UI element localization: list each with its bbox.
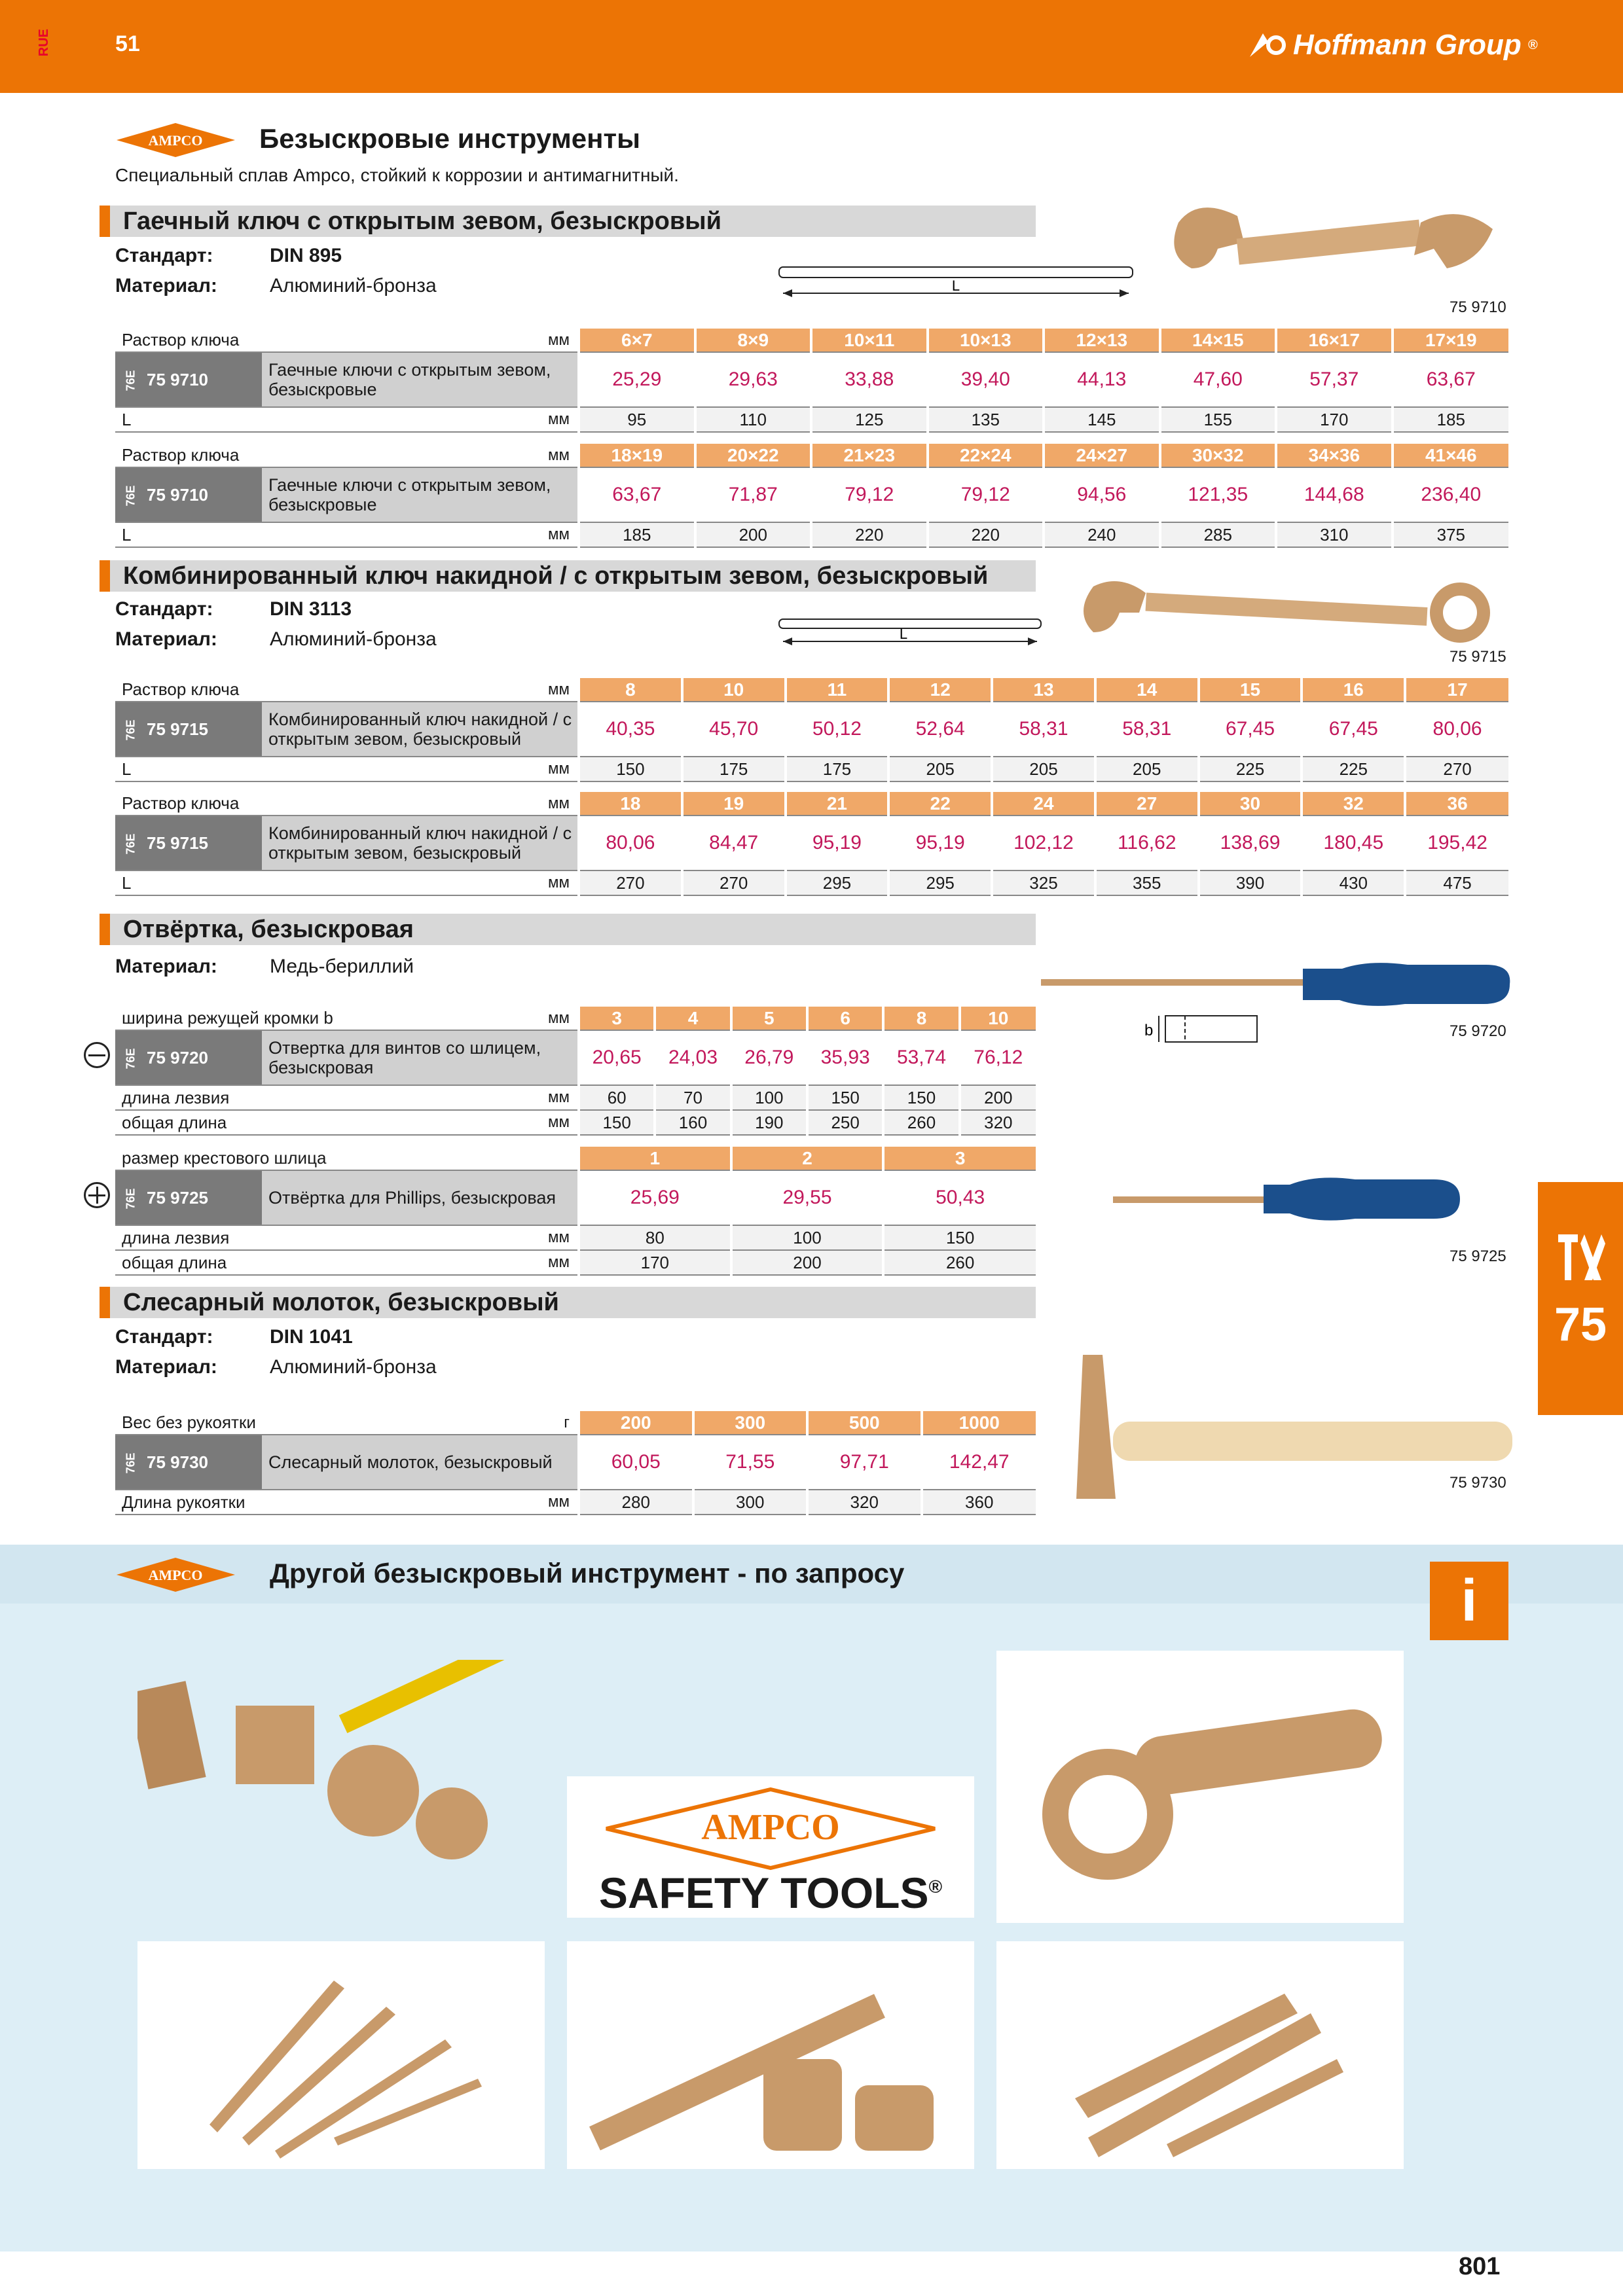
dimension-cell: 100 xyxy=(731,1225,884,1250)
combination-wrench-drawing xyxy=(773,613,1048,658)
slotted-screwdriver-image xyxy=(1041,956,1512,1014)
dimension-cell: 285 xyxy=(1160,522,1277,547)
table-open-wrench-2 xyxy=(115,444,1508,548)
price-cell: 25,69 xyxy=(579,1170,731,1225)
size-header-cell: 12 xyxy=(888,678,992,702)
price-cell: 116,62 xyxy=(1095,816,1199,870)
article-code: 76E 75 9715 xyxy=(115,702,262,757)
size-header-cell: 6 xyxy=(807,1007,883,1030)
row-label: Раствор ключа xyxy=(115,444,539,467)
dimension-cell: 250 xyxy=(807,1110,883,1135)
row-label: размер крестового шлица xyxy=(115,1147,579,1170)
dimension-cell: 175 xyxy=(786,757,889,781)
brand-name: Hoffmann Group xyxy=(1293,29,1522,61)
price-cell: 29,63 xyxy=(695,352,812,407)
page-title: Безыскровые инструменты xyxy=(259,123,640,154)
product-description: Слесарный молоток, безыскровый xyxy=(262,1435,579,1490)
dimension-cell: 220 xyxy=(811,522,928,547)
dimension-cell: 320 xyxy=(960,1110,1036,1135)
table-combination-wrench-2 xyxy=(115,792,1508,896)
size-header-cell: 12×13 xyxy=(1044,329,1160,352)
row-label: L xyxy=(115,870,539,895)
combination-wrench-image xyxy=(1080,573,1512,645)
dimension-cell: 205 xyxy=(992,757,1095,781)
row-label: Раствор ключа xyxy=(115,678,539,702)
size-header-cell: 14 xyxy=(1095,678,1199,702)
row-label: Вес без рукоятки xyxy=(115,1411,539,1435)
svg-text:AMPCO: AMPCO xyxy=(148,132,203,149)
dimension-cell: 205 xyxy=(1095,757,1199,781)
dimension-cell: 475 xyxy=(1405,870,1508,895)
row-label: г xyxy=(539,1411,579,1435)
price-cell: 50,12 xyxy=(786,702,889,757)
price-cell: 50,43 xyxy=(883,1170,1036,1225)
size-header-cell: 30×32 xyxy=(1160,444,1277,467)
dimension-cell: 150 xyxy=(579,757,682,781)
size-header-cell: 2 xyxy=(731,1147,884,1170)
row-label: L xyxy=(115,522,539,547)
size-header-cell: 6×7 xyxy=(579,329,695,352)
row-label: мм xyxy=(539,522,579,547)
row-label: длина лезвия xyxy=(115,1225,539,1250)
price-cell: 44,13 xyxy=(1044,352,1160,407)
price-cell: 53,74 xyxy=(883,1030,959,1085)
dimension-cell: 375 xyxy=(1393,522,1509,547)
dimension-cell: 205 xyxy=(888,757,992,781)
size-header-cell: 15 xyxy=(1199,678,1302,702)
size-header-cell: 24 xyxy=(992,792,1095,816)
material-value: Алюминий-бронза xyxy=(270,275,437,296)
dimension-cell: 150 xyxy=(807,1085,883,1110)
dimension-cell: 60 xyxy=(579,1085,655,1110)
price-cell: 236,40 xyxy=(1393,467,1509,522)
size-header-cell: 10 xyxy=(682,678,786,702)
article-code: 76E 75 9715 xyxy=(115,816,262,870)
size-header-cell: 32 xyxy=(1302,792,1405,816)
wrench-dimension-drawing xyxy=(773,260,1139,313)
size-header-cell: 36 xyxy=(1405,792,1508,816)
row-label: L xyxy=(115,757,539,781)
dimension-cell: 95 xyxy=(579,407,695,432)
material-value: Алюминий-бронза xyxy=(270,628,437,650)
size-header-cell: 22×24 xyxy=(928,444,1044,467)
row-label: общая длина xyxy=(115,1110,539,1135)
size-header-cell: 1000 xyxy=(922,1411,1036,1435)
blade-width-drawing xyxy=(1139,1005,1264,1051)
dimension-cell: 185 xyxy=(579,522,695,547)
dimension-cell: 225 xyxy=(1199,757,1302,781)
standard-label: Стандарт: xyxy=(115,245,213,266)
price-cell: 47,60 xyxy=(1160,352,1277,407)
dimension-cell: 160 xyxy=(655,1110,731,1135)
dimension-cell: 200 xyxy=(960,1085,1036,1110)
language-code: RUE xyxy=(37,29,51,57)
standard-value: DIN 3113 xyxy=(270,598,352,620)
dimension-cell: 135 xyxy=(928,407,1044,432)
table-hammer xyxy=(115,1411,1036,1515)
safety-tools-text: SAFETY TOOLS xyxy=(598,1869,929,1917)
punches-photo xyxy=(137,1941,545,2169)
dimension-cell: 390 xyxy=(1199,870,1302,895)
price-cell: 80,06 xyxy=(579,816,682,870)
size-header-cell: 16×17 xyxy=(1276,329,1393,352)
price-cell: 84,47 xyxy=(682,816,786,870)
article-number: 75 9725 xyxy=(1450,1247,1506,1265)
row-label: мм xyxy=(539,792,579,816)
dimension-cell: 310 xyxy=(1276,522,1393,547)
row-label: общая длина xyxy=(115,1250,539,1275)
size-header-cell: 3 xyxy=(883,1147,1036,1170)
dimension-cell: 225 xyxy=(1302,757,1405,781)
dimension-cell: 270 xyxy=(579,870,682,895)
tools-icon xyxy=(1554,1228,1607,1287)
row-label: L xyxy=(115,407,539,432)
section-title-open-wrench: Гаечный ключ с открытым зевом, безыскровый xyxy=(100,206,1036,237)
section-title-combination-wrench: Комбинированный ключ накидной / с открытым зевом, безыскровый xyxy=(100,560,1036,592)
price-cell: 52,64 xyxy=(888,702,992,757)
size-header-cell: 4 xyxy=(655,1007,731,1030)
ampco-logo xyxy=(115,122,236,158)
dimension-cell: 200 xyxy=(731,1250,884,1275)
size-header-cell: 11 xyxy=(786,678,889,702)
row-label: мм xyxy=(539,1007,579,1030)
dimension-cell: 325 xyxy=(992,870,1095,895)
material-label: Материал: xyxy=(115,628,217,650)
dimension-cell: 125 xyxy=(811,407,928,432)
price-cell: 33,88 xyxy=(811,352,928,407)
size-header-cell: 20×22 xyxy=(695,444,812,467)
price-cell: 60,05 xyxy=(579,1435,693,1490)
article-number: 75 9710 xyxy=(1450,298,1506,316)
price-cell: 71,55 xyxy=(693,1435,808,1490)
product-description: Гаечные ключи с открытым зевом, безыскровые xyxy=(262,352,579,407)
size-header-cell: 30 xyxy=(1199,792,1302,816)
price-cell: 180,45 xyxy=(1302,816,1405,870)
material-value: Медь-бериллий xyxy=(270,956,414,977)
dimension-cell: 175 xyxy=(682,757,786,781)
dimension-cell: 150 xyxy=(579,1110,655,1135)
row-label: мм xyxy=(539,678,579,702)
price-cell: 144,68 xyxy=(1276,467,1393,522)
size-header-cell: 200 xyxy=(579,1411,693,1435)
section-title-hammer: Слесарный молоток, безыскровый xyxy=(100,1287,1036,1318)
material-value: Алюминий-бронза xyxy=(270,1356,437,1378)
standard-value: DIN 895 xyxy=(270,245,342,266)
row-label: мм xyxy=(539,757,579,781)
dimension-cell: 260 xyxy=(883,1250,1036,1275)
article-number: 75 9720 xyxy=(1450,1022,1506,1040)
standard-value: DIN 1041 xyxy=(270,1326,353,1348)
dimension-cell: 145 xyxy=(1044,407,1160,432)
open-wrench-image xyxy=(1159,196,1512,295)
dimension-cell: 100 xyxy=(731,1085,807,1110)
section-title-screwdriver: Отвёртка, безыскровая xyxy=(100,914,1036,945)
dimension-cell: 190 xyxy=(731,1110,807,1135)
row-label: мм xyxy=(539,1250,579,1275)
article-code: 76E 75 9725 xyxy=(115,1170,262,1225)
price-cell: 63,67 xyxy=(1393,352,1509,407)
dimension-cell: 295 xyxy=(888,870,992,895)
ampco-logo xyxy=(115,1556,236,1593)
price-cell: 121,35 xyxy=(1160,467,1277,522)
product-description: Комбинированный ключ накидной / с открытым зевом, безыскровый xyxy=(262,816,579,870)
dimension-cell: 260 xyxy=(883,1110,959,1135)
slotted-drive-icon xyxy=(84,1042,110,1068)
price-cell: 40,35 xyxy=(579,702,682,757)
price-cell: 102,12 xyxy=(992,816,1095,870)
table-combination-wrench-1 xyxy=(115,678,1508,782)
price-cell: 39,40 xyxy=(928,352,1044,407)
price-cell: 45,70 xyxy=(682,702,786,757)
price-cell: 79,12 xyxy=(928,467,1044,522)
article-number: 75 9730 xyxy=(1450,1474,1506,1492)
hammer-image xyxy=(1074,1348,1519,1518)
material-label: Материал: xyxy=(115,956,217,977)
size-header-cell: 24×27 xyxy=(1044,444,1160,467)
table-phillips-screwdriver xyxy=(115,1147,1036,1276)
size-header-cell: 22 xyxy=(888,792,992,816)
dimension-cell: 150 xyxy=(883,1085,959,1110)
size-header-cell: 1 xyxy=(579,1147,731,1170)
ampco-safety-tools-logo: AMPCO SAFETY TOOLS® xyxy=(567,1776,974,1918)
size-header-cell: 18×19 xyxy=(579,444,695,467)
standard-label: Стандарт: xyxy=(115,1326,213,1348)
size-header-cell: 13 xyxy=(992,678,1095,702)
price-cell: 29,55 xyxy=(731,1170,884,1225)
row-label: Длина рукоятки xyxy=(115,1490,539,1515)
price-cell: 95,19 xyxy=(786,816,889,870)
price-cell: 58,31 xyxy=(1095,702,1199,757)
dimension-cell: 270 xyxy=(1405,757,1508,781)
chapter-number: 75 xyxy=(1554,1299,1607,1351)
svg-text:AMPCO: AMPCO xyxy=(148,1567,203,1583)
other-tools-title: Другой безыскровый инструмент - по запросу xyxy=(270,1558,905,1588)
size-header-cell: 3 xyxy=(579,1007,655,1030)
size-header-cell: 10×11 xyxy=(811,329,928,352)
row-label: Раствор ключа xyxy=(115,792,539,816)
price-cell: 195,42 xyxy=(1405,816,1508,870)
row-label: длина лезвия xyxy=(115,1085,539,1110)
size-header-cell: 34×36 xyxy=(1276,444,1393,467)
row-label: мм xyxy=(539,1490,579,1515)
row-label: мм xyxy=(539,444,579,467)
striking-wrench-photo xyxy=(996,1651,1404,1923)
table-open-wrench-1 xyxy=(115,329,1508,433)
size-header-cell: 10 xyxy=(960,1007,1036,1030)
dimension-cell: 70 xyxy=(655,1085,731,1110)
article-code: 76E 75 9710 xyxy=(115,352,262,407)
dimension-cell: 150 xyxy=(883,1225,1036,1250)
product-description: Отвертка для винтов со шлицем, безыскровая xyxy=(262,1030,579,1085)
size-header-cell: 21 xyxy=(786,792,889,816)
size-header-cell: 19 xyxy=(682,792,786,816)
size-header-cell: 8 xyxy=(579,678,682,702)
table-slotted-screwdriver xyxy=(115,1007,1036,1136)
row-label: мм xyxy=(539,407,579,432)
size-header-cell: 8 xyxy=(883,1007,959,1030)
dimension-cell: 170 xyxy=(1276,407,1393,432)
size-header-cell: 14×15 xyxy=(1160,329,1277,352)
chisels-photo xyxy=(996,1941,1404,2169)
price-cell: 35,93 xyxy=(807,1030,883,1085)
size-header-cell: 16 xyxy=(1302,678,1405,702)
price-cell: 20,65 xyxy=(579,1030,655,1085)
dimension-cell: 220 xyxy=(928,522,1044,547)
product-description: Комбинированный ключ накидной / с открытым зевом, безыскровый xyxy=(262,702,579,757)
dimension-cell: 295 xyxy=(786,870,889,895)
material-label: Материал: xyxy=(115,1356,217,1378)
row-label: ширина режущей кромки b xyxy=(115,1007,539,1030)
size-header-cell: 300 xyxy=(693,1411,808,1435)
price-cell: 71,87 xyxy=(695,467,812,522)
svg-text:L: L xyxy=(951,278,960,294)
price-cell: 63,67 xyxy=(579,467,695,522)
hammers-photo xyxy=(137,1660,543,1895)
hoffmann-icon xyxy=(1247,31,1286,60)
price-cell: 79,12 xyxy=(811,467,928,522)
dimension-cell: 200 xyxy=(695,522,812,547)
size-header-cell: 27 xyxy=(1095,792,1199,816)
size-header-cell: 21×23 xyxy=(811,444,928,467)
product-description: Гаечные ключи с открытым зевом, безыскровые xyxy=(262,467,579,522)
size-header-cell: 41×46 xyxy=(1393,444,1509,467)
dimension-cell: 270 xyxy=(682,870,786,895)
price-cell: 57,37 xyxy=(1276,352,1393,407)
row-label: мм xyxy=(539,1085,579,1110)
price-cell: 25,29 xyxy=(579,352,695,407)
price-cell: 97,71 xyxy=(807,1435,922,1490)
dimension-cell: 110 xyxy=(695,407,812,432)
page-number-bottom: 801 xyxy=(1459,2253,1501,2280)
price-cell: 142,47 xyxy=(922,1435,1036,1490)
dimension-cell: 185 xyxy=(1393,407,1509,432)
article-code: 76E 75 9720 xyxy=(115,1030,262,1085)
dimension-cell: 300 xyxy=(693,1490,808,1515)
size-header-cell: 10×13 xyxy=(928,329,1044,352)
dimension-cell: 170 xyxy=(579,1250,731,1275)
material-label: Материал: xyxy=(115,275,217,296)
size-header-cell: 5 xyxy=(731,1007,807,1030)
dimension-cell: 240 xyxy=(1044,522,1160,547)
price-cell: 76,12 xyxy=(960,1030,1036,1085)
price-cell: 138,69 xyxy=(1199,816,1302,870)
row-label: мм xyxy=(539,1225,579,1250)
phillips-screwdriver-image xyxy=(1113,1169,1506,1228)
price-cell: 67,45 xyxy=(1302,702,1405,757)
svg-text:AMPCO: AMPCO xyxy=(701,1807,840,1848)
price-cell: 58,31 xyxy=(992,702,1095,757)
chapter-tab xyxy=(1538,1182,1623,1415)
price-cell: 95,19 xyxy=(888,816,992,870)
size-header-cell: 8×9 xyxy=(695,329,812,352)
svg-text:L: L xyxy=(899,626,908,642)
dimension-cell: 280 xyxy=(579,1490,693,1515)
phillips-drive-icon xyxy=(84,1182,110,1208)
product-description: Отвёртка для Phillips, безыскровая xyxy=(262,1170,579,1225)
size-header-cell: 18 xyxy=(579,792,682,816)
article-number: 75 9715 xyxy=(1450,648,1506,666)
page-subtitle: Специальный сплав Ampco, стойкий к коррозии и антимагнитный. xyxy=(115,165,679,185)
dimension-cell: 155 xyxy=(1160,407,1277,432)
dimension-cell: 430 xyxy=(1302,870,1405,895)
price-cell: 26,79 xyxy=(731,1030,807,1085)
page-number-top: 51 xyxy=(115,31,140,56)
size-header-cell: 17×19 xyxy=(1393,329,1509,352)
row-label: мм xyxy=(539,870,579,895)
price-cell: 24,03 xyxy=(655,1030,731,1085)
row-label: Раствор ключа xyxy=(115,329,539,352)
price-cell: 67,45 xyxy=(1199,702,1302,757)
svg-text:b: b xyxy=(1144,1022,1154,1039)
size-header-cell: 500 xyxy=(807,1411,922,1435)
article-code: 76E 75 9730 xyxy=(115,1435,262,1490)
size-header-cell: 17 xyxy=(1405,678,1508,702)
row-label: мм xyxy=(539,329,579,352)
price-cell: 94,56 xyxy=(1044,467,1160,522)
brand-logo: Hoffmann Group ® xyxy=(1247,29,1537,62)
standard-label: Стандарт: xyxy=(115,598,213,620)
dimension-cell: 355 xyxy=(1095,870,1199,895)
dimension-cell: 320 xyxy=(807,1490,922,1515)
row-label: мм xyxy=(539,1110,579,1135)
dimension-cell: 80 xyxy=(579,1225,731,1250)
info-icon: i xyxy=(1430,1562,1508,1640)
article-code: 76E 75 9710 xyxy=(115,467,262,522)
dimension-cell: 360 xyxy=(922,1490,1036,1515)
price-cell: 80,06 xyxy=(1405,702,1508,757)
ratchet-sockets-photo xyxy=(567,1941,974,2169)
